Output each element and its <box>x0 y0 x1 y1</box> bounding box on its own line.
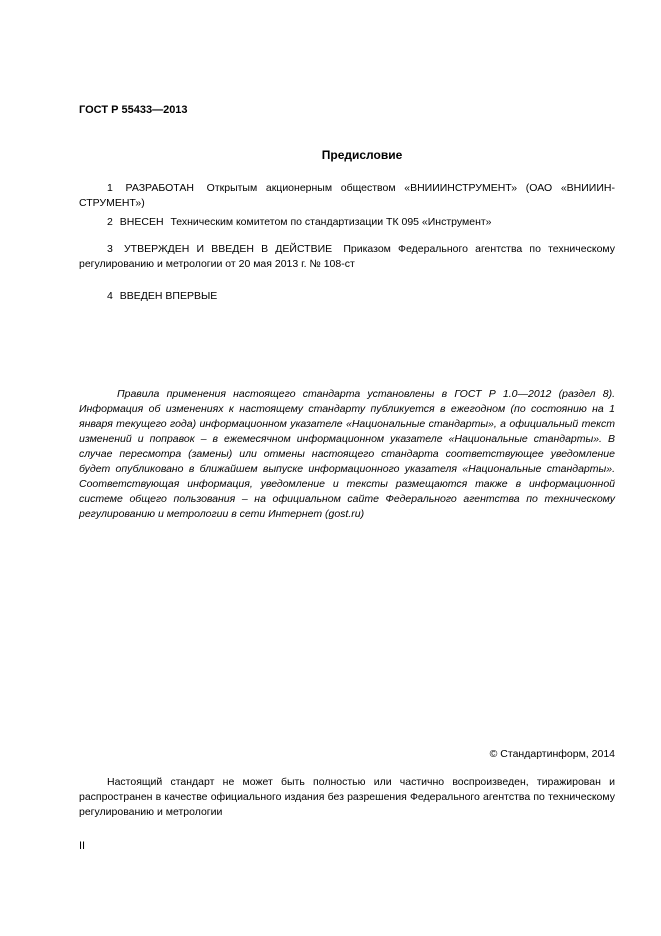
item-number: 1 <box>107 182 113 194</box>
item-number: 4 <box>107 290 113 302</box>
page-title: Предисловие <box>321 148 403 162</box>
preface-item-3 <box>79 242 615 272</box>
standard-code: ГОСТ Р 55433—2013 <box>79 104 188 116</box>
item-text: Открытым акционерным обществом «ВНИИИНСТРУМЕНТ» (ОАО «ВНИИИН-СТРУМЕНТ») <box>79 182 615 209</box>
preface-item-4 <box>79 289 615 304</box>
item-text: Техническим комитетом по стандартизации ТК 095 «Инструмент» <box>170 216 492 228</box>
item-number: 2 <box>107 216 113 228</box>
item-label: РАЗРАБОТАН <box>125 182 194 194</box>
reprint-notice: Настоящий стандарт не может быть полностью или частично воспроизведен, тиражирован и распространен в качестве официального издания без разрешения Федерального агентства по техническому регулированию и метрологии <box>79 776 615 818</box>
preface-item-1 <box>79 181 615 211</box>
item-label: ВВЕДЕН ВПЕРВЫЕ <box>119 290 218 302</box>
item-number: 3 <box>107 243 113 255</box>
usage-notice: Правила применения настоящего стандарта установлены в ГОСТ Р 1.0—2012 (раздел 8). Информация об изменениях к настоящему стандарту публикуется в ежегодном (по состоянию на 1 января текущего года) информационном указателе «Национальные стандарты», а официальный текст изменений и поправок – в ежемесячном информационном указателе «Национальные стандарты». В случае пересмотра (замены) или отмены настоящего стандарта соответствующее уведомление будет опубликовано в ближайшем выпуске информационного указателя «Национальные стандарты». Соответствующая информация, уведомление и тексты размещаются также в информационной системе общего пользования – на официальном сайте Федерального агентства по техническому регулированию и метрологии в сети Интернет (gost.ru) <box>79 388 615 520</box>
item-text: Приказом Федерального агентства по техническому регулированию и метрологии от 20 мая 2013 г. № 108-ст <box>79 243 615 270</box>
item-label: УТВЕРЖДЕН И ВВЕДЕН В ДЕЙСТВИЕ <box>124 243 333 255</box>
item-label: ВНЕСЕН <box>119 216 164 228</box>
page-number: II <box>79 840 86 852</box>
preface-item-2 <box>79 215 615 230</box>
copyright-line: © Стандартинформ, 2014 <box>489 748 615 760</box>
